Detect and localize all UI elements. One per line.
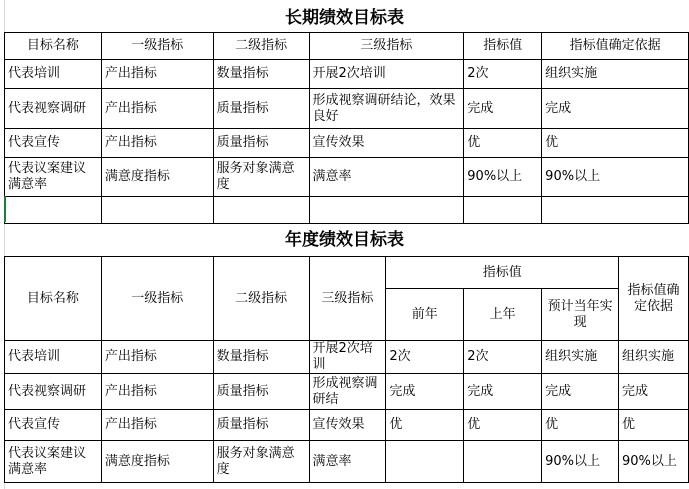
- table-cell[interactable]: [5, 197, 102, 224]
- table-cell[interactable]: [309, 197, 464, 224]
- table-cell[interactable]: 开展2次培训: [309, 341, 386, 374]
- table-cell[interactable]: 完成: [464, 374, 542, 410]
- table-cell[interactable]: 宣传效果: [309, 129, 464, 158]
- table-cell[interactable]: 代表培训: [5, 60, 102, 89]
- table-cell[interactable]: [213, 197, 309, 224]
- header-cell[interactable]: 指标值确定依据: [542, 33, 689, 60]
- table-cell[interactable]: 满意度指标: [101, 441, 213, 483]
- annual-title: 年度绩效目标表: [285, 230, 404, 250]
- table-cell[interactable]: 优: [386, 410, 464, 441]
- table-cell[interactable]: [542, 197, 689, 224]
- header-cell[interactable]: 指标值确定依据: [619, 257, 689, 341]
- table-cell[interactable]: 质量指标: [213, 410, 309, 441]
- header-cell[interactable]: 指标值: [386, 257, 619, 289]
- table-row: [5, 374, 689, 410]
- table-cell[interactable]: 质量指标: [213, 129, 309, 158]
- header-cell[interactable]: 前年: [386, 289, 464, 341]
- table-cell[interactable]: 代表视察调研: [5, 374, 102, 410]
- table-cell[interactable]: 质量指标: [213, 374, 309, 410]
- table-cell[interactable]: 开展2次培训: [309, 60, 464, 89]
- table-cell[interactable]: 数量指标: [213, 341, 309, 374]
- table-cell[interactable]: 宣传效果: [309, 410, 386, 441]
- table-cell[interactable]: [101, 197, 213, 224]
- annual-table: [4, 256, 689, 483]
- table-cell[interactable]: 产出指标: [101, 89, 213, 129]
- header-cell[interactable]: 预计当年实现: [542, 289, 619, 341]
- table-cell[interactable]: 组织实施: [619, 341, 689, 374]
- table-cell[interactable]: 形成视察调研结论，效果良好: [309, 89, 464, 129]
- header-cell[interactable]: 目标名称: [5, 257, 102, 341]
- header-cell[interactable]: 二级指标: [213, 33, 309, 60]
- header-cell[interactable]: 指标值: [464, 33, 542, 60]
- table-cell[interactable]: 代表培训: [5, 341, 102, 374]
- table-cell[interactable]: 优: [619, 410, 689, 441]
- table-cell[interactable]: 2次: [464, 341, 542, 374]
- table-row: [5, 341, 689, 374]
- header-cell[interactable]: 目标名称: [5, 33, 102, 60]
- table-cell[interactable]: 服务对象满意度: [213, 158, 309, 197]
- table-cell[interactable]: 产出指标: [101, 129, 213, 158]
- table-cell[interactable]: 形成视察调研结: [309, 374, 386, 410]
- table-cell[interactable]: 产出指标: [101, 374, 213, 410]
- long-term-title: 长期绩效目标表: [285, 8, 404, 28]
- table-cell[interactable]: 完成: [386, 374, 464, 410]
- table-cell[interactable]: 2次: [386, 341, 464, 374]
- table-cell[interactable]: [464, 197, 542, 224]
- table-row: [5, 89, 689, 129]
- table-cell[interactable]: 完成: [464, 89, 542, 129]
- table-cell[interactable]: 优: [542, 410, 619, 441]
- table-cell[interactable]: [464, 441, 542, 483]
- table-cell[interactable]: 优: [542, 129, 689, 158]
- table-cell[interactable]: 代表宣传: [5, 410, 102, 441]
- table-row: [5, 197, 689, 224]
- table-cell[interactable]: 产出指标: [101, 410, 213, 441]
- long-term-table: [4, 32, 689, 224]
- table-cell[interactable]: 服务对象满意度: [213, 441, 309, 483]
- table-cell[interactable]: 90%以上: [619, 441, 689, 483]
- table-cell[interactable]: 数量指标: [213, 60, 309, 89]
- header-cell[interactable]: 三级指标: [309, 33, 464, 60]
- table-cell[interactable]: 组织实施: [542, 60, 689, 89]
- table-cell[interactable]: 完成: [542, 89, 689, 129]
- table-row: [5, 410, 689, 441]
- table-cell[interactable]: 完成: [619, 374, 689, 410]
- table-cell[interactable]: 优: [464, 129, 542, 158]
- table-row: [5, 129, 689, 158]
- table-cell[interactable]: 代表议案建议满意率: [5, 441, 102, 483]
- table-cell[interactable]: 组织实施: [542, 341, 619, 374]
- table-cell[interactable]: 2次: [464, 60, 542, 89]
- table-cell[interactable]: 代表议案建议满意率: [5, 158, 102, 197]
- table-cell[interactable]: 完成: [542, 374, 619, 410]
- table-cell[interactable]: 满意率: [309, 158, 464, 197]
- header-cell[interactable]: 一级指标: [101, 257, 213, 341]
- table-row: [5, 60, 689, 89]
- header-cell[interactable]: 一级指标: [101, 33, 213, 60]
- table-cell[interactable]: 产出指标: [101, 341, 213, 374]
- table-row: [5, 441, 689, 483]
- table-row: [5, 158, 689, 197]
- table-cell[interactable]: 产出指标: [101, 60, 213, 89]
- table-cell[interactable]: 优: [464, 410, 542, 441]
- table-cell[interactable]: 90%以上: [542, 441, 619, 483]
- header-cell[interactable]: 三级指标: [309, 257, 386, 341]
- table-cell[interactable]: 质量指标: [213, 89, 309, 129]
- table-cell[interactable]: 90%以上: [464, 158, 542, 197]
- header-cell[interactable]: 二级指标: [213, 257, 309, 341]
- table-cell[interactable]: 满意度指标: [101, 158, 213, 197]
- table-cell[interactable]: 代表宣传: [5, 129, 102, 158]
- table-cell[interactable]: 满意率: [309, 441, 386, 483]
- table-header-row: [5, 33, 689, 60]
- header-cell[interactable]: 上年: [464, 289, 542, 341]
- table-cell[interactable]: 代表视察调研: [5, 89, 102, 129]
- table-header-row: [5, 257, 689, 289]
- table-cell[interactable]: 90%以上: [542, 158, 689, 197]
- selected-cell-indicator: [4, 196, 6, 222]
- table-cell[interactable]: [386, 441, 464, 483]
